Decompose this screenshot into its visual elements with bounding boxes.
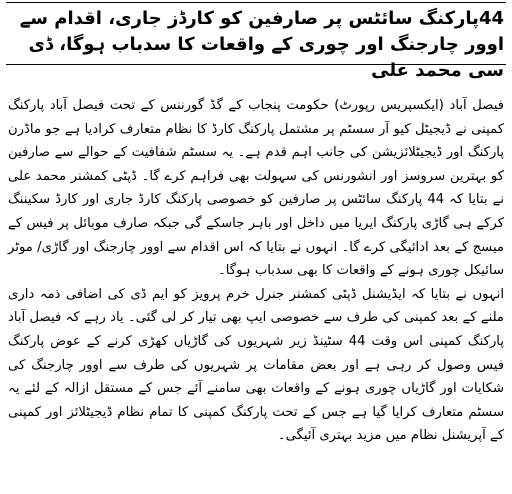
article-body: [8, 94, 504, 448]
paragraph-1: فیصل آباد (ایکسپریس رپورٹ) حکومت پنجاب کے گڈ گورننس کے تحت فیصل آباد پارکنگ کمپنی نے ڈیجیٹل کیو آر سسٹم پر مشتمل پارکنگ کارڈ کا نظام متعارف کرادیا ہے جو ماڈرن پارکنگ اور ڈیجیٹلائزیشن کی جانب اہم قدم ہے۔ یہ سسٹم شفافیت کے حوالے سے صارفین کو بہترین سروسز اور انشورنس کی سہولت بھی فراہم کرے گا۔ ڈپٹی کمشنر محمد علی نے بتایا کہ 44 پارکنگ سائٹس پر صارفین کو خصوصی پارکنگ کارڈ جاری اور کارڈ سکیننگ کرکے ہی گاڑی پارکنگ ایریا میں داخل اور باہر جاسکے گی جبکہ صارف موبائل پر فیس کے میسج کے بعد ادائیگی کرے گا۔ انہوں نے بتایا کہ اس اقدام سے اوور چارجنگ اور گاڑی/ موٹر سائیکل چوری ہونے کے واقعات کا بھی سدباب ہوگا۔: [8, 98, 505, 279]
headline-divider: [6, 64, 506, 65]
paragraph-2: انہوں نے بتایا کہ ایڈیشنل ڈپٹی کمشنر جنرل خرم پرویز کو ایم ڈی کی اضافی ذمہ داری ملنے کے بعد کمپنی کی طرف سے خصوصی ایپ بھی تیار کر لی گئی۔ یاد رہے کہ فیصل آباد پارکنگ کمپنی اس وقت 44 سٹینڈ زیر شہریوں کی گاڑیاں کھڑی کرنے کے عوض پارکنگ فیس وصول کر رہی ہے اور بعض مقامات پر شہریوں کی طرف سے اوور چارجنگ کی شکایات اور گاڑیاں چوری ہونے کے واقعات بھی سامنے آئے جس کے مستقل ازالہ کے لئے یہ سسٹم متعارف کرایا گیا ہے جس کے تحت پارکنگ کمپنی کا تمام نظام ڈیجیٹلائز اور کمپنی کے آپریشنل نظام میں مزید بہتری آئیگی۔: [8, 286, 504, 444]
top-divider: [6, 2, 506, 3]
headline: 44پارکنگ سائٹس پر صارفین کو کارڈز جاری، اقدام سے اوور چارجنگ اور چوری کے واقعات کا سدباب ہوگا، ڈی سی محمد علی: [19, 8, 504, 81]
